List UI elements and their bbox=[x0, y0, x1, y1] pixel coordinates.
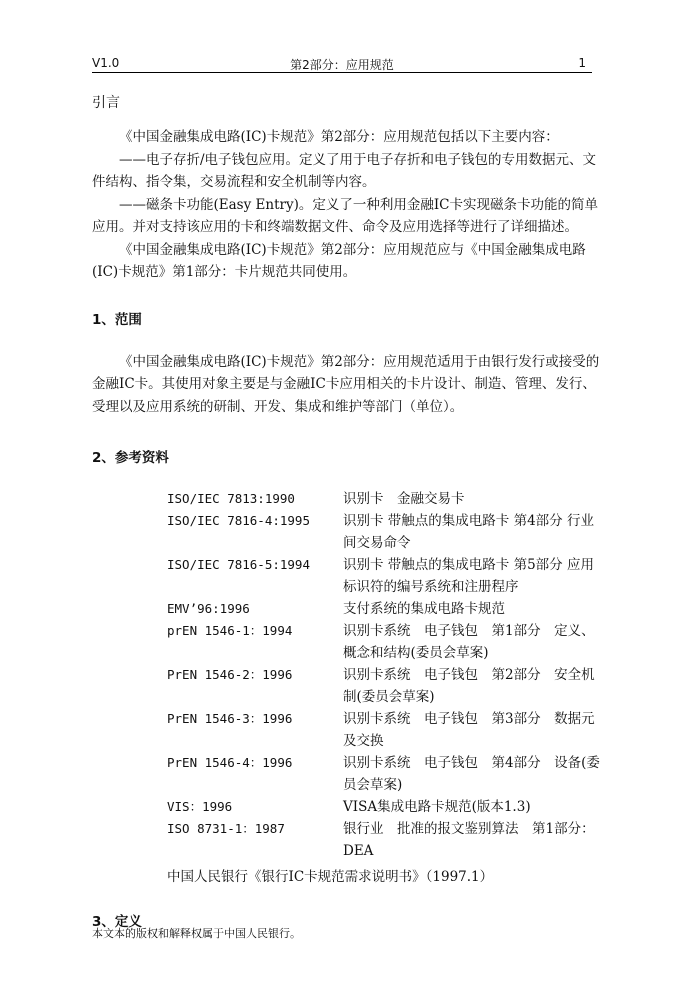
reference-code: ISO/IEC 7813:1990 bbox=[167, 491, 295, 506]
reference-title: VISA集成电路卡规范(版本1.3) bbox=[343, 799, 531, 815]
intro-paragraph-2: ——电子存折/电子钱包应用。定义了用于电子存折和电子钱包的专用数据元、文件结构、指令集，交易流程和安全机制等内容。 bbox=[92, 151, 597, 190]
reference-title: 识别卡系统 电子钱包 第4部分 设备(委员会草案) bbox=[343, 755, 600, 793]
reference-title: 识别卡系统 电子钱包 第1部分 定义、概念和结构(委员会草案) bbox=[343, 623, 595, 661]
header-page-number: 1 bbox=[578, 56, 586, 70]
document-body bbox=[92, 92, 602, 930]
intro-paragraph-4: 《中国金融集成电路(IC)卡规范》第2部分：应用规范应与《中国金融集成电路(IC)卡规范》第1部分：卡片规范共同使用。 bbox=[92, 241, 586, 280]
reference-code: PrEN 1546-2：1996 bbox=[167, 667, 293, 682]
reference-title: 银行业 批准的报文鉴别算法 第1部分：DEA bbox=[343, 821, 595, 859]
reference-item bbox=[167, 620, 602, 664]
copyright-footer: 本文本的版权和解释权属于中国人民银行。 bbox=[92, 927, 301, 940]
reference-item bbox=[167, 510, 602, 554]
header-version: V1.0 bbox=[92, 56, 120, 70]
reference-code: ISO 8731-1：1987 bbox=[167, 821, 285, 836]
header-title: 第2部分：应用规范 bbox=[290, 58, 394, 72]
reference-item bbox=[167, 664, 602, 708]
reference-item bbox=[167, 598, 602, 620]
reference-code: VIS：1996 bbox=[167, 799, 233, 814]
reference-code: ISO/IEC 7816-4:1995 bbox=[167, 513, 310, 528]
reference-title: 识别卡 带触点的集成电路卡 第5部分 应用标识符的编号系统和注册程序 bbox=[343, 557, 594, 595]
reference-title: 识别卡 金融交易卡 bbox=[343, 491, 465, 507]
pboc-reference: 中国人民银行《银行IC卡规范需求说明书》（1997.1） bbox=[167, 869, 494, 885]
reference-code: PrEN 1546-4：1996 bbox=[167, 755, 293, 770]
scope-paragraph: 《中国金融集成电路(IC)卡规范》第2部分：应用规范适用于由银行发行或接受的金融IC卡。其使用对象主要是与金融IC卡应用相关的卡片设计、制造、管理、发行、受理以及应用系统的研制、开发、集成和维护等部门（单位）。 bbox=[92, 353, 600, 415]
reference-code: PrEN 1546-3：1996 bbox=[167, 711, 293, 726]
section-2-heading: 2、参考资料 bbox=[92, 450, 169, 466]
reference-title: 识别卡系统 电子钱包 第3部分 数据元及交换 bbox=[343, 711, 595, 749]
reference-code: ISO/IEC 7816-5:1994 bbox=[167, 557, 310, 572]
reference-item bbox=[167, 554, 602, 598]
section-1-heading: 1、范围 bbox=[92, 311, 142, 328]
section-3-heading: 3、定义 bbox=[92, 914, 142, 930]
reference-item bbox=[167, 708, 602, 752]
intro-paragraph-3: ——磁条卡功能(Easy Entry)。定义了一种利用金融IC卡实现磁条卡功能的简单应用。并对支持该应用的卡和终端数据文件、命令及应用选择等进行了详细描述。 bbox=[92, 196, 598, 235]
reference-item bbox=[167, 818, 602, 862]
reference-list bbox=[167, 488, 602, 890]
reference-item bbox=[167, 796, 602, 818]
reference-title: 识别卡 带触点的集成电路卡 第4部分 行业间交易命令 bbox=[343, 513, 594, 551]
page-header bbox=[92, 56, 592, 73]
reference-item bbox=[167, 752, 602, 796]
intro-paragraph-1: 《中国金融集成电路(IC)卡规范》第2部分：应用规范包括以下主要内容： bbox=[119, 129, 559, 145]
reference-code: EMV’96:1996 bbox=[167, 601, 250, 616]
intro-heading: 引言 bbox=[92, 95, 120, 111]
reference-title: 识别卡系统 电子钱包 第2部分 安全机制(委员会草案) bbox=[343, 667, 595, 705]
reference-item bbox=[167, 488, 602, 510]
reference-code: prEN 1546-1：1994 bbox=[167, 623, 293, 638]
reference-title: 支付系统的集成电路卡规范 bbox=[343, 601, 505, 617]
